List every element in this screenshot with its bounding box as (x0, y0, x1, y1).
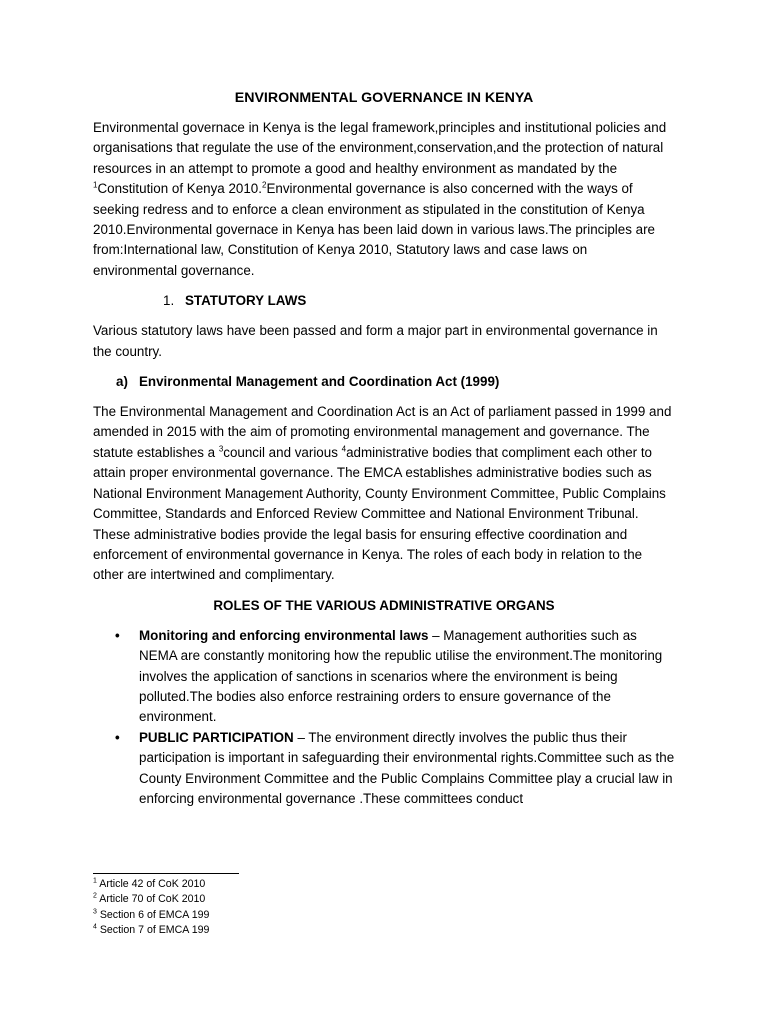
footnote-text: Section 7 of EMCA 199 (96, 923, 210, 936)
bullet-term: Monitoring and enforcing environmental laws (139, 627, 429, 643)
bullet-text: – Management authorities such as NEMA are constantly monitoring how the republic utilise the environment.The monitoring involves the application of sanctions in scenarios where the environment is being polluted.The bodies also enforce restraining orders to ensure governance of the environment. (139, 627, 663, 725)
document-title: ENVIRONMENTAL GOVERNANCE IN KENYA (234, 90, 534, 106)
footnote-text: Article 42 of CoK 2010 (96, 878, 206, 890)
intro-text-part1: Environmental governace in Kenya is the legal framework,principles and institutional policies and organisations that regulate the use of the environment,conservation,and the protection of natural resources in an attempt to promote a good and healthy environment as mandated by the (93, 120, 667, 176)
footnote-text: Article 70 of CoK 2010 (96, 893, 206, 906)
footnote-4 (93, 923, 393, 938)
bullet-text: – The environment directly involves the public thus their participation is important in safeguarding their environmental rights.Committee such as the County Environment Committee and the Public Complains Committee play a crucial law in enforcing environmental governance .These committees conduct (139, 729, 675, 806)
footnotes (93, 877, 393, 938)
emca-text-part3: administrative bodies that compliment each other to attain proper environmental governance. The EMCA establishes administrative bodies such as National Environment Management Authority, County Environment Committee, Public Complains Committee, Standards and Enforced Review Committee and National Environment Tribunal. These administrative bodies provide the legal basis for ensuring effective coordination and enforcement of environmental governance in Kenya. The roles of each body in relation to the other are intertwined and complimentary. (93, 444, 666, 583)
document-body (93, 88, 675, 809)
footnote-number: 4 (93, 923, 97, 931)
footnote-number: 3 (93, 908, 97, 916)
emca-text-part1: The Environmental Management and Coordination Act is an Act of parliament passed in 1999 and amended in 2015 with the aim of promoting environmental management and governance. The statute establishes a (93, 404, 672, 460)
intro-paragraph (93, 118, 675, 281)
roles-heading: ROLES OF THE VARIOUS ADMINISTRATIVE ORGANS (213, 597, 555, 613)
footnote-3 (93, 908, 393, 923)
emca-paragraph (93, 402, 675, 586)
roles-list (93, 626, 675, 810)
section-heading-text: STATUTORY LAWS (185, 293, 307, 309)
footnote-text: Section 6 of EMCA 199 (96, 908, 210, 921)
footnote-2 (93, 892, 393, 907)
statutory-laws-paragraph: Various statutory laws have been passed and form a major part in environmental governance in the country. (93, 323, 658, 359)
footnote-separator (93, 873, 239, 874)
footnote-number: 1 (93, 877, 97, 885)
intro-text-part3: Environmental governance is also concerned with the ways of seeking redress and to enforce a clean environment as stipulated in the constitution of Kenya 2010.Environmental governace in Kenya has been laid down in various laws.The principles are from:International law, Constitution of Kenya 2010, Statutory laws and case laws on environmental governance. (93, 181, 655, 278)
bullet-icon: • (115, 627, 120, 643)
subsection-heading-emca (93, 372, 675, 392)
footnote-ref-4: 4 (341, 444, 347, 454)
subsection-letter: a) (116, 374, 128, 390)
list-item (93, 626, 675, 728)
subsection-heading-text: Environmental Management and Coordination Act (1999) (139, 374, 500, 390)
bullet-term: PUBLIC PARTICIPATION (139, 729, 294, 745)
list-item (93, 728, 675, 810)
footnote-ref-3: 3 (218, 444, 224, 454)
section-heading-statutory-laws (93, 291, 675, 311)
intro-text-part2: Constitution of Kenya 2010. (97, 181, 262, 197)
footnote-number: 2 (93, 892, 97, 900)
section-number: 1. (163, 293, 175, 309)
footnote-ref-1: 1 (93, 180, 98, 190)
footnote-1 (93, 877, 393, 892)
bullet-icon: • (115, 729, 120, 745)
emca-text-part2: council and various (223, 444, 342, 460)
footnote-ref-2: 2 (261, 180, 267, 190)
